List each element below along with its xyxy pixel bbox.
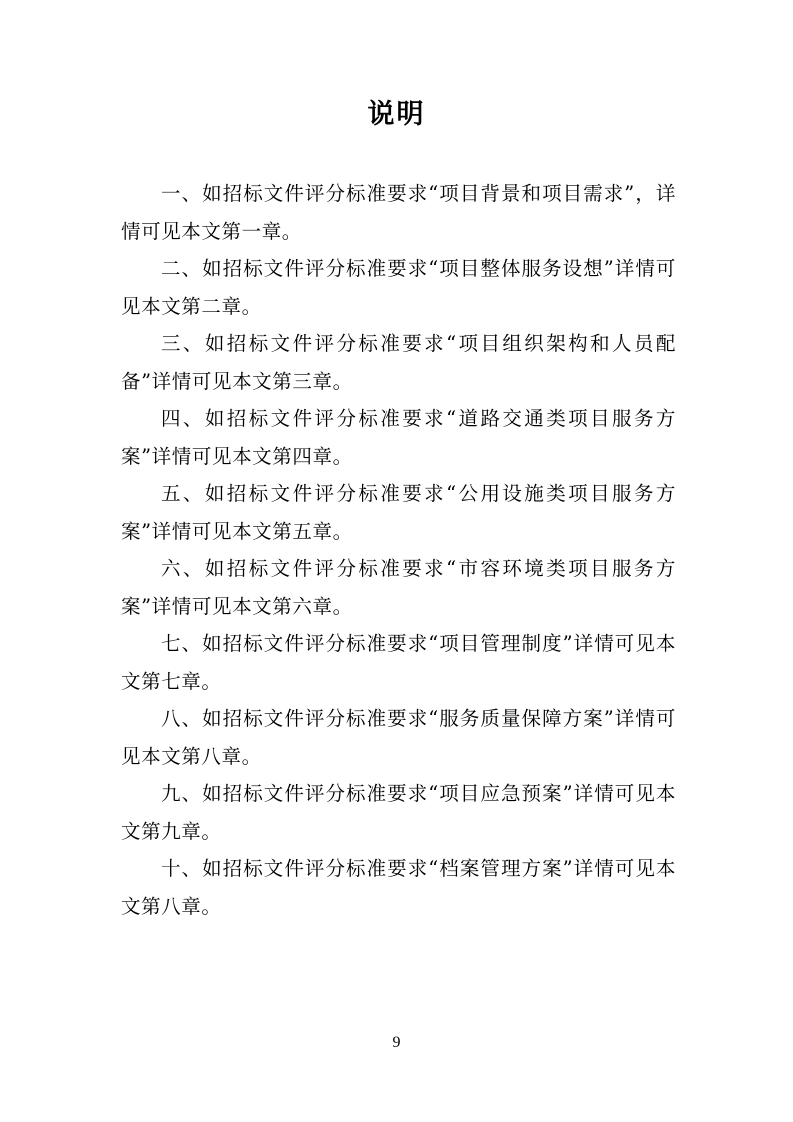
document-body — [121, 175, 676, 925]
page-number: 9 — [392, 1034, 401, 1051]
page-title: 说明 — [367, 99, 426, 130]
paragraph-8: 八、如招标文件评分标准要求“服务质量保障方案”详情可见本文第八章。 — [121, 707, 676, 768]
paragraph-6: 六、如招标文件评分标准要求“市容环境类项目服务方案”详情可见本文第六章。 — [121, 557, 676, 618]
paragraph-1: 一、如招标文件评分标准要求“项目背景和项目需求”，详情可见本文第一章。 — [121, 182, 676, 243]
paragraph-5: 五、如招标文件评分标准要求“公用设施类项目服务方案”详情可见本文第五章。 — [121, 482, 676, 543]
paragraph-2: 二、如招标文件评分标准要求“项目整体服务设想”详情可见本文第二章。 — [121, 257, 676, 318]
paragraph-10: 十、如招标文件评分标准要求“档案管理方案”详情可见本文第八章。 — [121, 857, 676, 918]
paragraph-7: 七、如招标文件评分标准要求“项目管理制度”详情可见本文第七章。 — [121, 632, 676, 693]
paragraph-4: 四、如招标文件评分标准要求“道路交通类项目服务方案”详情可见本文第四章。 — [121, 407, 676, 468]
paragraph-3: 三、如招标文件评分标准要求“项目组织架构和人员配备”详情可见本文第三章。 — [121, 332, 676, 393]
paragraph-9: 九、如招标文件评分标准要求“项目应急预案”详情可见本文第九章。 — [121, 782, 676, 843]
